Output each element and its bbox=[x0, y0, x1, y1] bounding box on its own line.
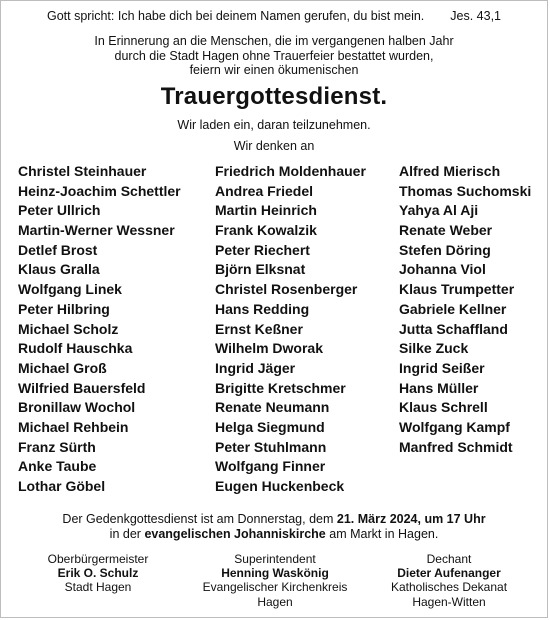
signature-organization: Hagen bbox=[257, 594, 293, 609]
service-location-prefix: in der bbox=[109, 527, 141, 541]
name-entry: Klaus Schrell bbox=[399, 399, 488, 416]
name-entry: Silke Zuck bbox=[399, 340, 469, 357]
signature-role: Superintendent bbox=[234, 552, 316, 566]
name-entry: Detlef Brost bbox=[18, 241, 98, 258]
intro-text bbox=[1, 34, 547, 78]
name-entry: Lothar Göbel bbox=[18, 478, 106, 494]
name-entry: Hans Müller bbox=[399, 379, 479, 396]
name-entry: Klaus Trumpetter bbox=[399, 281, 515, 298]
name-entry: Ingrid Seißer bbox=[399, 359, 485, 376]
name-entry: Björn Elksnat bbox=[215, 261, 306, 278]
service-location-suffix: am Markt in Hagen. bbox=[329, 527, 439, 541]
signature-superintendent bbox=[190, 552, 360, 609]
name-entry: Alfred Mierisch bbox=[399, 163, 501, 179]
name-entry: Stefen Döring bbox=[399, 241, 491, 258]
name-entry: Wilfried Bauersfeld bbox=[18, 379, 146, 396]
service-church: evangelischen Johanniskirche bbox=[144, 527, 326, 541]
name-entry: Renate Neumann bbox=[215, 399, 330, 416]
name-entry: Helga Siegmund bbox=[215, 418, 325, 435]
name-entry: Peter Riechert bbox=[215, 241, 310, 258]
signature-name: Dieter Aufenanger bbox=[397, 566, 501, 581]
signature-role: Dechant bbox=[426, 552, 472, 566]
name-entry: Michael Rehbein bbox=[18, 418, 129, 435]
service-date: 21. März 2024, um 17 Uhr bbox=[336, 512, 486, 526]
name-entry: Christel Steinhauer bbox=[18, 163, 147, 179]
name-entry: Thomas Suchomski bbox=[399, 182, 532, 199]
name-entry: Peter Ullrich bbox=[18, 202, 101, 219]
names-column-2 bbox=[215, 162, 366, 497]
name-entry: Heinz-Joachim Schettler bbox=[18, 182, 181, 199]
service-intro: Der Gedenkgottesdienst ist am Donnerstag, dem bbox=[62, 512, 334, 526]
bible-verse bbox=[1, 9, 547, 23]
name-entry: Bronillaw Wochol bbox=[18, 399, 136, 416]
name-entry: Yahya Al Aji bbox=[399, 202, 479, 219]
name-entry: Michael Groß bbox=[18, 359, 107, 376]
signature-organization: Stadt Hagen bbox=[64, 580, 132, 595]
names-list bbox=[1, 162, 547, 502]
names-column-1 bbox=[18, 162, 181, 497]
name-entry: Friedrich Moldenhauer bbox=[215, 163, 366, 179]
signature-organization: Katholisches Dekanat bbox=[390, 580, 508, 595]
name-entry: Wolfgang Linek bbox=[18, 281, 122, 298]
intro-line: durch die Stadt Hagen ohne Trauerfeier bestattet wurden, bbox=[114, 48, 434, 63]
invitation-text: Wir laden ein, daran teilzunehmen. bbox=[177, 118, 371, 132]
name-entry: Jutta Schaffland bbox=[399, 320, 508, 337]
remember-heading: Wir denken an bbox=[233, 139, 315, 153]
name-entry: Ernst Keßner bbox=[215, 320, 303, 337]
service-line-1 bbox=[1, 512, 547, 527]
signature-name: Henning Waskönig bbox=[221, 566, 329, 581]
service-info bbox=[1, 512, 547, 542]
verse-reference: Jes. 43,1 bbox=[450, 9, 502, 23]
name-entry: Eugen Huckenbeck bbox=[215, 478, 345, 494]
name-entry: Anke Taube bbox=[18, 458, 97, 475]
name-entry: Renate Weber bbox=[399, 222, 493, 239]
intro-line: In Erinnerung an die Menschen, die im vergangenen halben Jahr bbox=[94, 34, 454, 48]
notice-title: Trauergottesdienst. bbox=[160, 83, 388, 110]
name-entry: Michael Scholz bbox=[18, 320, 119, 337]
name-entry: Andrea Friedel bbox=[215, 182, 314, 199]
name-entry: Wilhelm Dworak bbox=[215, 340, 324, 357]
name-entry: Klaus Gralla bbox=[18, 261, 100, 278]
name-entry: Rudolf Hauschka bbox=[18, 340, 133, 357]
name-entry: Wolfgang Kampf bbox=[399, 418, 510, 435]
signature-organization: Evangelischer Kirchenkreis bbox=[202, 580, 348, 595]
signature-role: Oberbürgermeister bbox=[47, 552, 149, 566]
name-entry: Martin Heinrich bbox=[215, 202, 317, 219]
name-entry: Peter Hilbring bbox=[18, 300, 110, 317]
name-entry: Frank Kowalzik bbox=[215, 222, 317, 239]
intro-line: feiern wir einen ökumenischen bbox=[189, 63, 359, 77]
signature-mayor bbox=[13, 552, 183, 595]
name-entry: Martin-Werner Wessner bbox=[18, 222, 175, 239]
signature-organization: Hagen-Witten bbox=[412, 594, 486, 609]
name-entry: Brigitte Kretschmer bbox=[215, 379, 346, 396]
name-entry: Manfred Schmidt bbox=[399, 438, 513, 455]
name-entry: Wolfgang Finner bbox=[215, 458, 326, 475]
name-entry: Franz Sürth bbox=[18, 438, 96, 455]
name-entry: Peter Stuhlmann bbox=[215, 438, 327, 455]
signature-name: Erik O. Schulz bbox=[57, 566, 139, 581]
signature-dean bbox=[364, 552, 534, 609]
name-entry: Ingrid Jäger bbox=[215, 359, 296, 376]
verse-text: Gott spricht: Ich habe dich bei deinem Namen gerufen, du bist mein. bbox=[46, 9, 425, 23]
name-entry: Christel Rosenberger bbox=[215, 281, 358, 298]
name-entry: Gabriele Kellner bbox=[399, 300, 507, 317]
name-entry: Johanna Viol bbox=[399, 261, 486, 278]
names-column-3 bbox=[399, 162, 531, 457]
name-entry: Hans Redding bbox=[215, 300, 310, 317]
service-line-2 bbox=[1, 527, 547, 542]
